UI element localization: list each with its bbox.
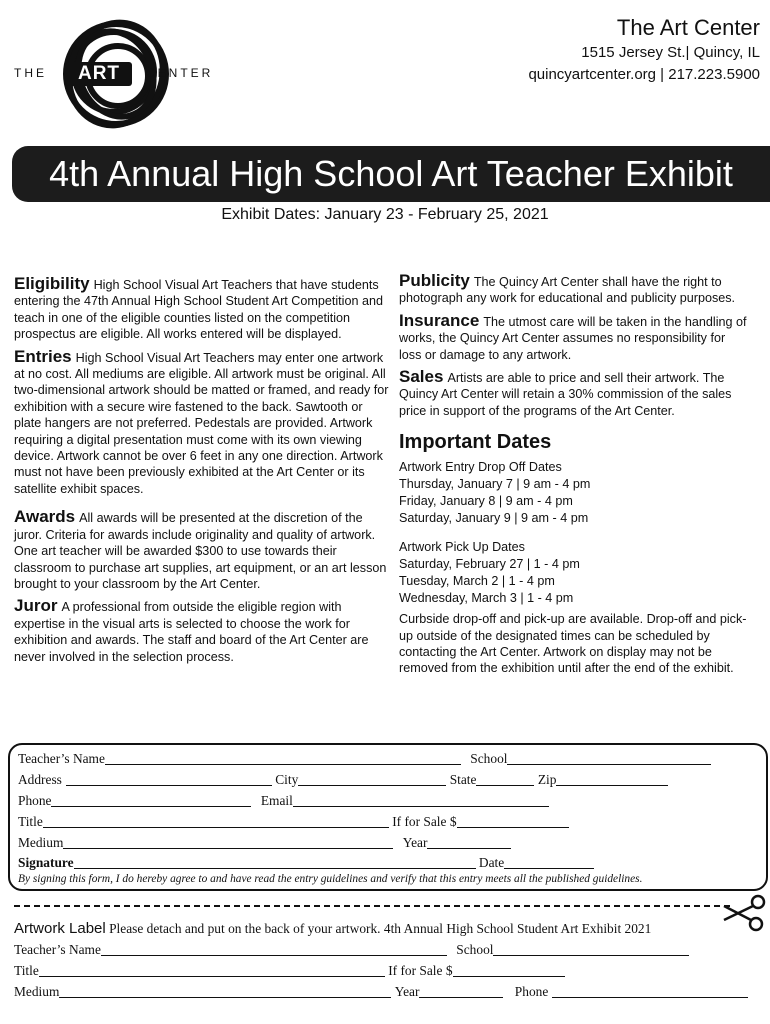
exhibit-dates: Exhibit Dates: January 23 - February 25, 2021 (221, 206, 549, 223)
form-row-title (18, 812, 758, 832)
form-row-phone (18, 791, 758, 811)
address-label: Address (18, 772, 62, 787)
form-row-medium (18, 833, 758, 853)
label-phone-label: Phone (514, 984, 549, 999)
section-heading: Sales (399, 367, 444, 387)
label-price-field[interactable] (453, 962, 565, 977)
phone-label: Phone (18, 793, 52, 808)
agreement-note: By signing this form, I do hereby agree to and have read the entry guidelines and verify that this entry meets all the published guidelines. (18, 873, 643, 885)
label-medium-field[interactable] (59, 983, 391, 998)
logo-center: CENTER (146, 66, 214, 80)
label-title: Artwork Label (14, 920, 106, 937)
sales-section (399, 369, 749, 419)
form-row-name (18, 749, 758, 769)
scissors-icon (722, 892, 766, 932)
if-for-sale-label: If for Sale $ (392, 814, 457, 829)
curbside-note: Curbside drop-off and pick-up are available. Drop-off and pick-up outside of the designated times can be scheduled by contacting the Art Center. Artwork on display may not be removed from the exhibition until after the end of the exhibit. (399, 612, 747, 676)
phone-field[interactable] (51, 792, 251, 807)
medium-field[interactable] (63, 834, 393, 849)
teachers-name-label: Teacher’s Name (18, 751, 105, 766)
juror-section (14, 598, 392, 665)
org-address: 1515 Jersey St.| Quincy, IL (581, 44, 760, 61)
dropoff-title: Artwork Entry Drop Off Dates (399, 460, 562, 475)
city-field[interactable] (298, 771, 446, 786)
important-dates-title: Important Dates (399, 431, 552, 454)
label-title-field[interactable] (39, 962, 385, 977)
title-field[interactable] (43, 813, 389, 828)
label-medium-label: Medium (14, 984, 60, 999)
section-text: The Quincy Art Center shall have the right to photograph any work for educational and publicity purposes. (399, 275, 736, 306)
section-heading: Insurance (399, 310, 480, 330)
school-label: School (470, 751, 508, 766)
title-label: Title (18, 814, 43, 829)
org-contact: quincyartcenter.org | 217.223.5900 (528, 66, 760, 83)
dropoff-date: Friday, January 8 | 9 am - 4 pm (399, 494, 573, 509)
label-if-for-sale-label: If for Sale $ (388, 963, 453, 978)
awards-section (14, 509, 392, 592)
form-row-signature (18, 853, 758, 873)
state-label: State (449, 772, 477, 787)
publicity-section (399, 273, 749, 307)
dropoff-date: Thursday, January 7 | 9 am - 4 pm (399, 477, 591, 492)
email-field[interactable] (293, 792, 549, 807)
pickup-date: Wednesday, March 3 | 1 - 4 pm (399, 591, 574, 606)
org-name: The Art Center (616, 15, 760, 40)
insurance-section (399, 310, 749, 363)
pickup-title: Artwork Pick Up Dates (399, 540, 525, 555)
label-teachers-name-label: Teacher’s Name (14, 942, 101, 957)
section-text: High School Visual Art Teachers that have students entering the 47th Annual High School Student Art Competition and teach in one of the eligible counties listed on the competition prospectus are eligible. All works entered will be displayed. (14, 278, 383, 342)
label-phone-field[interactable] (552, 983, 748, 998)
pickup-date: Saturday, February 27 | 1 - 4 pm (399, 557, 580, 572)
year-label: Year (402, 835, 428, 850)
section-heading: Entries (14, 346, 72, 366)
pickup-dates (399, 539, 749, 607)
year-field[interactable] (427, 834, 511, 849)
section-heading: Publicity (399, 271, 470, 290)
exhibit-title-banner: 4th Annual High School Art Teacher Exhibit (12, 146, 770, 202)
teachers-name-field[interactable] (105, 750, 461, 765)
zip-field[interactable] (556, 771, 668, 786)
section-heading: Eligibility (14, 274, 90, 293)
form-row-address (18, 770, 758, 790)
medium-label: Medium (18, 835, 64, 850)
dropoff-dates (399, 459, 749, 527)
label-row-title (14, 960, 565, 981)
section-heading: Awards (14, 507, 76, 527)
eligibility-section (14, 276, 392, 343)
entry-form (8, 743, 768, 891)
left-column (14, 276, 392, 671)
email-label: Email (260, 793, 293, 808)
school-field[interactable] (507, 750, 711, 765)
label-teachers-name-field[interactable] (101, 941, 447, 956)
pickup-date: Tuesday, March 2 | 1 - 4 pm (399, 574, 555, 589)
section-text: The utmost care will be taken in the handling of works, the Quincy Art Center assumes no responsibility for loss or damage to any artwork. (399, 314, 747, 362)
entries-section (14, 346, 392, 498)
section-text: High School Visual Art Teachers may enter one artwork at no cost. All mediums are eligible. All artwork must be original. All two-dimensional artwork should be matted or framed, and ready for exhibition with a secure wire fastened to the back. Sawtooth or plate hangers are not preferred. Pedestals are provided. Artwork requiring a digital presentation must come with its own viewing device. Artwork cannot be over 6 feet in any one direction. Artwork must not have been previously exhibited at the Art Center or its satellite exhibit spaces. (14, 350, 389, 496)
label-title-label: Title (14, 963, 39, 978)
right-column (399, 273, 749, 677)
art-center-logo (10, 10, 220, 140)
detach-line (14, 905, 730, 907)
dropoff-date: Saturday, January 9 | 9 am - 4 pm (399, 511, 589, 526)
label-year-label: Year (394, 984, 420, 999)
label-row-medium (14, 981, 748, 1002)
label-year-field[interactable] (419, 983, 503, 998)
org-info (528, 14, 760, 86)
section-text: A professional from outside the eligible region with expertise in the visual arts is selected to choose the work for exhibition and awards. The staff and board of the Art Center are never involved in the selection process. (14, 600, 369, 664)
zip-label: Zip (537, 772, 557, 787)
date-field[interactable] (504, 854, 594, 869)
signature-field[interactable] (74, 854, 476, 869)
label-header (14, 918, 651, 939)
logo-art: ART (66, 62, 132, 86)
date-label: Date (478, 855, 505, 870)
city-label: City (275, 772, 299, 787)
section-text: All awards will be presented at the discretion of the juror. Criteria for awards include originality and quality of artwork. One art teacher will be awarded $300 to use towards their classroom to purchase art supplies, art equipment, or an art lesson brought to your classroom by the Art Center. (14, 511, 387, 591)
address-field[interactable] (66, 771, 272, 786)
logo-the: THE (14, 66, 47, 80)
price-field[interactable] (457, 813, 569, 828)
signature-label: Signature (18, 855, 74, 870)
section-text: Artists are able to price and sell their artwork. The Quincy Art Center will retain a 30% commission of the sales price in support of the programs of the Art Center. (399, 371, 732, 418)
state-field[interactable] (476, 771, 534, 786)
label-row-name (14, 939, 689, 960)
section-heading: Juror (14, 596, 58, 616)
label-instruction: Please detach and put on the back of your artwork. 4th Annual High School Student Art Exhibit 2021 (109, 921, 652, 936)
label-school-field[interactable] (493, 941, 689, 956)
label-school-label: School (456, 942, 494, 957)
